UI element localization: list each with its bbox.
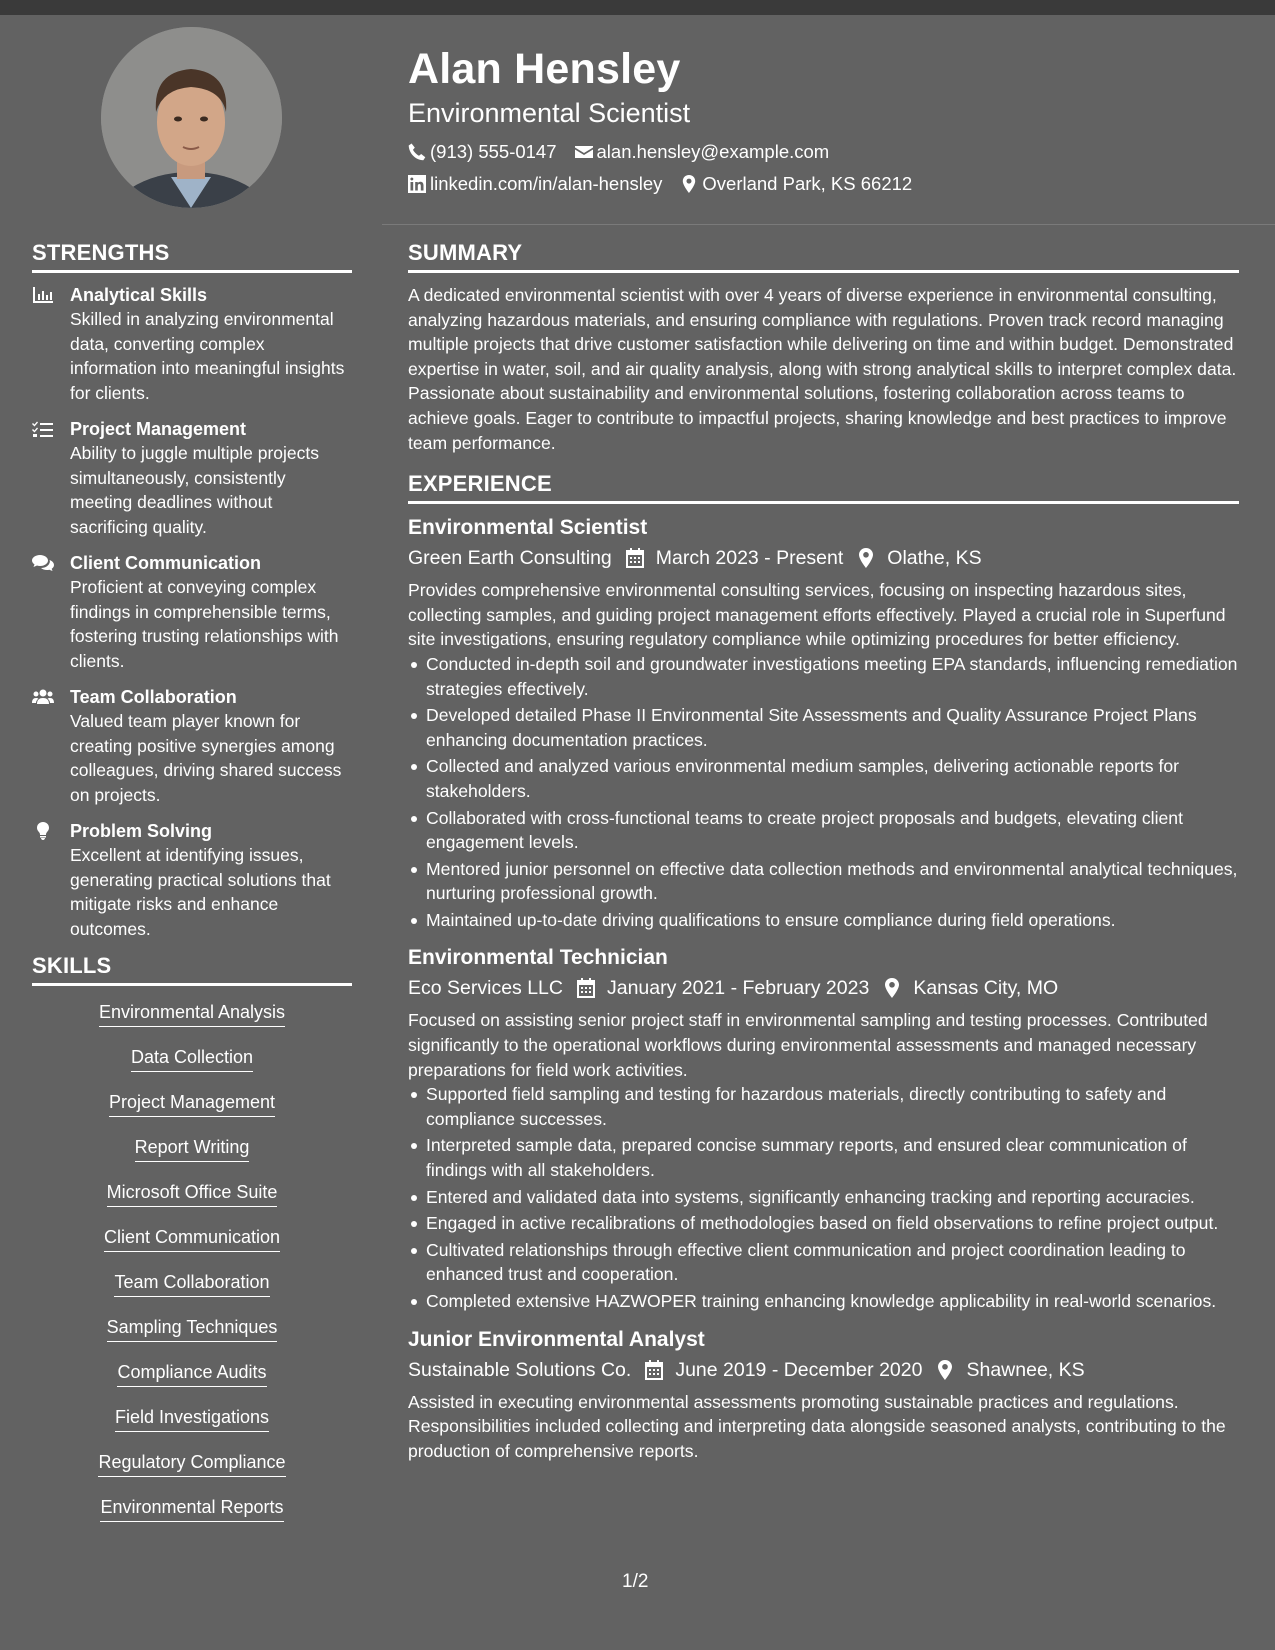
job-title: Environmental Technician <box>408 946 668 970</box>
skill-tag: Client Communication <box>104 1225 280 1252</box>
skill-list <box>32 1000 352 1540</box>
job-title: Junior Environmental Analyst <box>408 1327 705 1351</box>
job-location <box>936 1354 1084 1386</box>
job-bullets <box>426 652 1239 933</box>
calendar-icon <box>626 548 644 568</box>
skills-section <box>32 953 352 1540</box>
linkedin-contact[interactable] <box>408 168 662 200</box>
bullet-item: Engaged in active recalibrations of methodologies based on field observations to refine project output. <box>426 1211 1239 1236</box>
strength-title: Client Communication <box>70 553 262 573</box>
strength-title: Project Management <box>70 419 247 439</box>
job-entry <box>408 944 1239 1313</box>
dates-text: June 2019 - December 2020 <box>675 1358 923 1381</box>
strength-title: Analytical Skills <box>70 285 208 305</box>
location-text: Kansas City, MO <box>913 977 1059 1000</box>
strengths-heading: STRENGTHS <box>32 240 352 273</box>
experience-heading: EXPERIENCE <box>408 471 1239 504</box>
phone-contact <box>408 136 557 168</box>
skill-tag: Project Management <box>109 1090 275 1117</box>
skill-tag: Data Collection <box>131 1045 253 1072</box>
company-name: Sustainable Solutions Co. <box>408 1358 632 1381</box>
bar-chart-icon <box>32 283 70 405</box>
skill-tag: Field Investigations <box>115 1405 269 1432</box>
location-text: Overland Park, KS 66212 <box>702 173 913 194</box>
job-description: Assisted in executing environmental assessments promoting sustainable practices and regulations. Responsibilities included collecting and interpreting data alongside seasoned analysts, contributing to the production of comprehensive reports. <box>408 1391 1226 1461</box>
company-name: Green Earth Consulting <box>408 547 612 570</box>
job-description: Focused on assisting senior project staff in environmental sampling and testing processes. Contributed significantly to the operational workflows during environmental assessments and managed necessary preparations for field work activities. <box>408 1010 1208 1080</box>
linkedin-link[interactable]: linkedin.com/in/alan-hensley <box>430 173 663 194</box>
bullet-item: Conducted in-depth soil and groundwater investigations meeting EPA standards, influencing remediation strategies effectively. <box>426 652 1239 701</box>
bullet-item: Collected and analyzed various environmental medium samples, delivering actionable reports for stakeholders. <box>426 754 1239 803</box>
skill-tag: Sampling Techniques <box>107 1315 278 1342</box>
linkedin-icon <box>408 175 426 193</box>
skill-tag: Regulatory Compliance <box>98 1450 285 1477</box>
skill-tag: Report Writing <box>135 1135 250 1162</box>
phone-icon <box>408 143 426 161</box>
job-meta <box>408 542 1239 574</box>
header-divider <box>382 224 1275 225</box>
map-pin-icon <box>857 548 875 568</box>
phone-number: (913) 555-0147 <box>430 141 557 162</box>
email-contact[interactable] <box>575 136 830 168</box>
bullet-item: Collaborated with cross-functional teams to create project proposals and budgets, elevating client engagement levels. <box>426 806 1239 855</box>
map-pin-icon <box>680 175 698 193</box>
bullet-item: Maintained up-to-date driving qualifications to ensure compliance during field operations. <box>426 908 1239 933</box>
contact-row <box>408 136 1238 168</box>
location-contact <box>680 168 912 200</box>
main-content <box>408 240 1239 1475</box>
job-dates <box>645 1354 922 1386</box>
skills-heading: SKILLS <box>32 953 352 986</box>
strength-description: Skilled in analyzing environmental data, converting complex information into meaningful insights for clients. <box>70 309 345 403</box>
strength-description: Excellent at identifying issues, generating practical solutions that mitigate risks and enhance outcomes. <box>70 845 331 939</box>
experience-section <box>408 471 1239 1463</box>
bullet-item: Entered and validated data into systems, significantly enhancing tracking and reporting accuracies. <box>426 1185 1239 1210</box>
job-dates <box>577 972 869 1004</box>
top-bar <box>0 0 1275 15</box>
map-pin-icon <box>936 1360 954 1380</box>
email-link[interactable]: alan.hensley@example.com <box>596 141 830 162</box>
summary-text: A dedicated environmental scientist with over 4 years of diverse experience in environmental consulting, analyzing hazardous materials, and ensuring compliance with regulations. Proven track record managing multiple projects that drive customer satisfaction while delivering on time and within budget. Demonstrated expertise in water, soil, and air quality analysis, along with strong analytical skills to interpret complex data. Passionate about sustainability and environmental solutions, fostering collaboration across teams to achieve goals. Eager to contribute to impactful projects, sharing knowledge and best practices to improve team performance. <box>408 285 1237 453</box>
bullet-item: Cultivated relationships through effective client communication and project coordination leading to enhanced trust and cooperation. <box>426 1238 1239 1287</box>
lightbulb-icon <box>32 819 70 941</box>
resume-header <box>408 42 1238 200</box>
envelope-icon <box>575 143 593 161</box>
job-entry <box>408 514 1239 932</box>
location-text: Olathe, KS <box>887 547 982 570</box>
page-number: 1/2 <box>622 1571 649 1592</box>
location-text: Shawnee, KS <box>966 1358 1085 1381</box>
skill-tag: Environmental Reports <box>100 1495 283 1522</box>
job-entry <box>408 1326 1239 1464</box>
users-icon <box>32 685 70 807</box>
candidate-name: Alan Hensley <box>408 45 681 93</box>
dates-text: March 2023 - Present <box>655 547 844 570</box>
bullet-item: Completed extensive HAZWOPER training enhancing knowledge applicability in real-world scenarios. <box>426 1289 1239 1314</box>
job-dates <box>626 542 844 574</box>
strength-description: Valued team player known for creating positive synergies among colleagues, driving shared success on projects. <box>70 711 342 805</box>
job-meta <box>408 972 1239 1004</box>
list-check-icon <box>32 417 70 539</box>
summary-heading: SUMMARY <box>408 240 1239 273</box>
strength-description: Ability to juggle multiple projects simultaneously, consistently meeting deadlines without sacrificing quality. <box>70 443 320 537</box>
job-meta <box>408 1354 1239 1386</box>
calendar-icon <box>645 1360 663 1380</box>
strengths-section <box>32 240 352 941</box>
bullet-item: Mentored junior personnel on effective data collection methods and environmental analytical techniques, nurturing professional growth. <box>426 857 1239 906</box>
bullet-item: Supported field sampling and testing for hazardous materials, directly contributing to safety and compliance successes. <box>426 1082 1239 1131</box>
avatar <box>101 27 282 208</box>
contact-row <box>408 168 1238 200</box>
skill-tag: Team Collaboration <box>114 1270 269 1297</box>
job-location <box>857 542 981 574</box>
company-name: Eco Services LLC <box>408 977 563 1000</box>
left-sidebar <box>32 240 352 1540</box>
strength-title: Problem Solving <box>70 821 213 841</box>
dates-text: January 2021 - February 2023 <box>606 977 870 1000</box>
summary-section <box>408 240 1239 455</box>
candidate-title: Environmental Scientist <box>408 98 691 128</box>
strength-description: Proficient at conveying complex findings in comprehensible terms, fostering trusting relationships with clients. <box>70 577 339 671</box>
strength-item <box>32 417 352 539</box>
calendar-icon <box>577 978 595 998</box>
strength-item <box>32 685 352 807</box>
strength-title: Team Collaboration <box>70 687 237 707</box>
strength-item <box>32 283 352 405</box>
bullet-item: Developed detailed Phase II Environmental Site Assessments and Quality Assurance Project Plans enhancing documentation practices. <box>426 703 1239 752</box>
skill-tag: Microsoft Office Suite <box>107 1180 278 1207</box>
job-location <box>883 972 1058 1004</box>
strength-item <box>32 551 352 673</box>
map-pin-icon <box>883 978 901 998</box>
strength-item <box>32 819 352 941</box>
comments-icon <box>32 551 70 673</box>
job-bullets <box>426 1082 1239 1313</box>
skill-tag: Compliance Audits <box>117 1360 266 1387</box>
bullet-item: Interpreted sample data, prepared concise summary reports, and ensured clear communication of findings with all stakeholders. <box>426 1133 1239 1182</box>
profile-photo <box>101 27 282 208</box>
skill-tag: Environmental Analysis <box>99 1000 285 1027</box>
job-title: Environmental Scientist <box>408 516 648 540</box>
job-description: Provides comprehensive environmental consulting services, focusing on inspecting hazardous sites, collecting samples, and guiding project management efforts effectively. Played a crucial role in Superfund site investigations, ensuring regulatory compliance while optimizing procedures for better efficiency. <box>408 580 1226 650</box>
